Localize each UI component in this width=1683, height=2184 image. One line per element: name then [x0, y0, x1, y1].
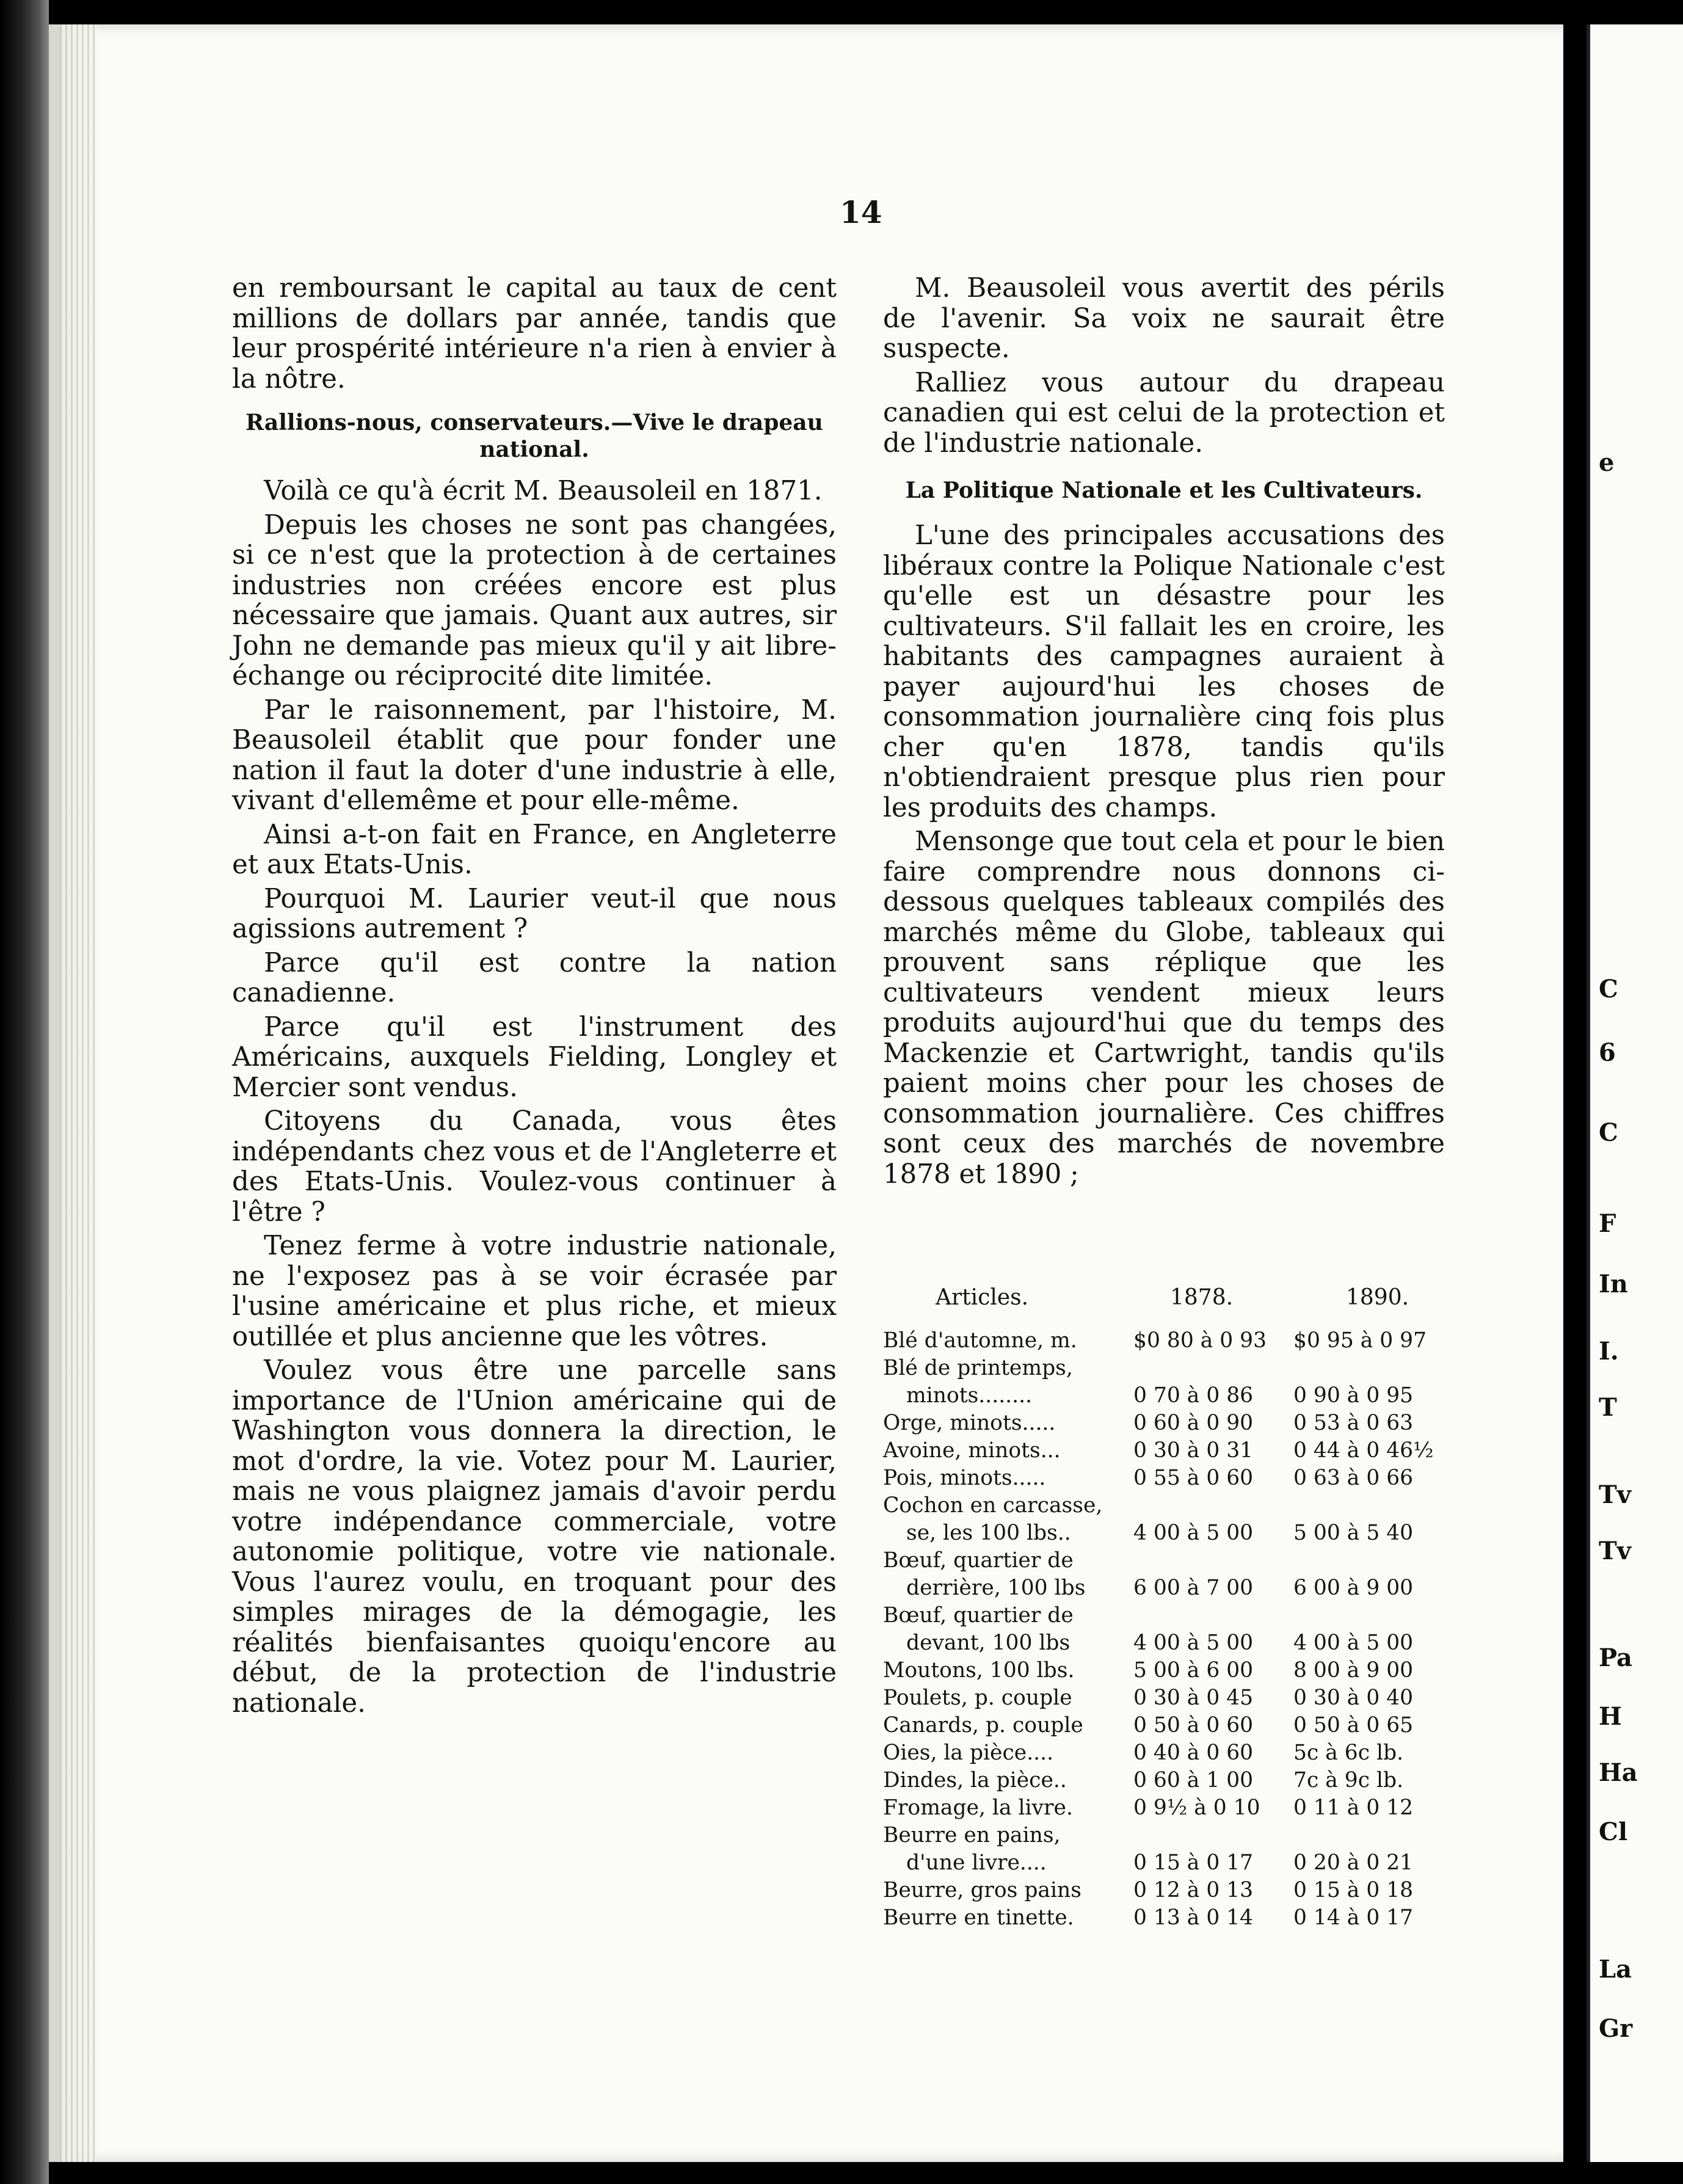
price-item-label: Beurre en pains,	[883, 1823, 1061, 1847]
price-item-label: Canards, p. couple	[883, 1713, 1083, 1738]
price-1890: 6 00 à 9 00	[1293, 1576, 1414, 1600]
left-paragraph: Par le raisonnement, par l'histoire, M. Beausoleil établit que pour fonder une nation il faut la doter d'une industrie à elle, vivant d'ellemême et pour elle-même.	[232, 694, 837, 816]
facing-page-fragment: T	[1599, 1393, 1617, 1422]
price-item-label: Poulets, p. couple	[883, 1686, 1072, 1710]
left-paragraph: Parce qu'il est l'instrument des Américains, auxquels Fielding, Longley et Mercier sont vendus.	[232, 1011, 837, 1103]
facing-page-fragment: Tv	[1599, 1480, 1632, 1509]
facing-page-fragment: F	[1599, 1209, 1616, 1239]
price-1890: 4 00 à 5 00	[1293, 1631, 1414, 1655]
price-1890: 7c à 9c lb.	[1293, 1768, 1404, 1793]
price-1878: 0 12 à 0 13	[1133, 1878, 1254, 1902]
price-item-label: Moutons, 100 lbs.	[883, 1658, 1075, 1683]
price-1890: 0 11 à 0 12	[1293, 1796, 1414, 1820]
scan-background-edge	[0, 0, 49, 2184]
price-table-header	[883, 1284, 1445, 1327]
price-row	[883, 1657, 1445, 1684]
price-1878	[1133, 1602, 1293, 1629]
price-1878	[1133, 1492, 1293, 1520]
price-item-label: Oies, la pièce....	[883, 1741, 1054, 1765]
price-item-label: Fromage, la livre.	[883, 1796, 1073, 1820]
price-1890: 0 63 à 0 66	[1293, 1466, 1414, 1490]
price-1878: 6 00 à 7 00	[1133, 1576, 1254, 1600]
right-paragraph: L'une des principales accusations des libéraux contre la Polique Nationale c'est qu'elle est un désastre pour les cultivateurs. S'il fallait les en croire, les habitants des campagnes auraient à payer aujourd'hui les choses de consommation journalière cinq fois plus cher qu'en 1878, tandis qu'ils n'obtiendraient presque plus rien pour les produits des champs.	[883, 520, 1445, 823]
price-1878: 5 00 à 6 00	[1133, 1658, 1254, 1683]
price-item-label: devant, 100 lbs	[906, 1631, 1071, 1655]
price-1878	[1133, 1547, 1293, 1574]
price-1878: 4 00 à 5 00	[1133, 1521, 1254, 1545]
price-1878: $0 80 à 0 93	[1133, 1328, 1267, 1353]
header-1878: 1878.	[1170, 1285, 1234, 1310]
left-column	[232, 274, 837, 1719]
left-paragraph: Depuis les choses ne sont pas changées, si ce n'est que la protection à de certaines industries non créées encore est plus nécessaire que jamais. Quant aux autres, sir John ne demande pas mieux qu'il y ait libre-échange ou réciprocité dite limitée.	[232, 509, 837, 691]
price-item-label: se, les 100 lbs..	[906, 1521, 1071, 1545]
price-1890: 5 00 à 5 40	[1293, 1521, 1414, 1545]
price-1890: 0 44 à 0 46½	[1293, 1438, 1434, 1463]
facing-page-fragment: In	[1599, 1270, 1628, 1298]
price-1878: 0 13 à 0 14	[1133, 1906, 1254, 1930]
price-row	[883, 1739, 1445, 1767]
price-1878: 0 30 à 0 45	[1133, 1686, 1254, 1710]
price-1878: 0 55 à 0 60	[1133, 1466, 1254, 1490]
price-1878: 0 60 à 0 90	[1133, 1411, 1254, 1435]
page-number: 14	[840, 194, 882, 230]
price-row	[883, 1492, 1445, 1520]
price-row	[883, 1465, 1445, 1492]
price-row	[883, 1767, 1445, 1794]
facing-page-fragment: 6	[1599, 1038, 1616, 1067]
left-section-heading: Rallions-nous, conservateurs.—Vive le drapeau national.	[245, 410, 823, 462]
facing-page-fragment: Tv	[1599, 1537, 1632, 1565]
price-row	[883, 1712, 1445, 1739]
price-1878: 0 60 à 1 00	[1133, 1768, 1254, 1793]
left-paragraph-continued: en remboursant le capital au taux de cent millions de dollars par année, tandis que leur prospérité intérieure n'a rien à envier à la nôtre.	[232, 273, 837, 395]
left-paragraph: Parce qu'il est contre la nation canadienne.	[232, 947, 837, 1008]
price-row	[883, 1877, 1445, 1904]
price-row	[883, 1355, 1445, 1382]
right-column	[883, 274, 1445, 1190]
price-row	[883, 1574, 1445, 1602]
facing-page-fragment: C	[1599, 975, 1618, 1003]
right-paragraph: Mensonge que tout cela et pour le bien faire comprendre nous donnons ci-dessous quelques tableaux compilés des marchés même du Globe, tableaux qui prouvent sans réplique que les cultivateurs vendent mieux leurs produits aujourd'hui que du temps des Mackenzie et Cartwright, tandis qu'ils paient moins cher pour les choses de consommation journalière. Ces chiffres sont ceux des marchés de novembre 1878 et 1890 ;	[883, 826, 1445, 1190]
facing-page-fragment: Ha	[1599, 1758, 1638, 1788]
facing-page-fragment: H	[1599, 1702, 1622, 1731]
price-item-label: Beurre, gros pains	[883, 1878, 1081, 1902]
facing-page-fragment: C	[1599, 1118, 1618, 1147]
facing-page-fragment: Pa	[1599, 1643, 1632, 1672]
price-row	[883, 1684, 1445, 1712]
price-1878: 4 00 à 5 00	[1133, 1631, 1254, 1655]
header-1890: 1890.	[1346, 1285, 1409, 1310]
price-item-label: Blé d'automne, m.	[883, 1328, 1077, 1353]
header-articles: Articles.	[936, 1285, 1029, 1310]
price-item-label: Pois, minots.....	[883, 1466, 1046, 1490]
left-paragraph: Ainsi a-t-on fait en France, en Angleterre et aux Etats-Unis.	[232, 819, 837, 880]
price-row	[883, 1520, 1445, 1547]
facing-page-sliver	[1587, 24, 1683, 2162]
price-1890	[1293, 1355, 1445, 1382]
price-1890: 0 14 à 0 17	[1293, 1906, 1414, 1930]
left-paragraph: Voilà ce qu'à écrit M. Beausoleil en 1871.	[264, 476, 823, 506]
price-item-label: Bœuf, quartier de	[883, 1548, 1074, 1573]
price-1890: 0 50 à 0 65	[1293, 1713, 1414, 1738]
price-1890: 0 90 à 0 95	[1293, 1383, 1414, 1408]
price-item-label: minots........	[906, 1383, 1033, 1408]
price-1890: 0 53 à 0 63	[1293, 1411, 1414, 1435]
price-row	[883, 1822, 1445, 1849]
price-1878: 0 30 à 0 31	[1133, 1438, 1254, 1463]
facing-page-fragment: Cl	[1599, 1818, 1628, 1846]
price-item-label: Beurre en tinette.	[883, 1906, 1074, 1930]
facing-page-fragment: Gr	[1599, 2014, 1633, 2043]
price-row	[883, 1794, 1445, 1822]
left-paragraph: Citoyens du Canada, vous êtes indépendants chez vous et de l'Angleterre et des Etats-Unis. Voulez-vous continuer à l'être ?	[232, 1106, 837, 1228]
left-paragraph: Pourquoi M. Laurier veut-il que nous agissions autrement ?	[232, 883, 837, 944]
left-paragraph: Voulez vous être une parcelle sans importance de l'Union américaine qui de Washington vous donnera la direction, le mot d'ordre, la vie. Votez pour M. Laurier, mais ne vous plaignez jamais d'avoir perdu votre indépendance commerciale, votre autonomie politique, votre vie nationale. Vous l'aurez voulu, en troquant pour des simples mirages de la démogagie, les réalités bienfaisantes quoiqu'encore au début, de la protection de l'industrie nationale.	[232, 1355, 837, 1719]
price-1890: 5c à 6c lb.	[1293, 1741, 1404, 1765]
price-1890: 0 20 à 0 21	[1293, 1851, 1414, 1875]
price-1890: 0 15 à 0 18	[1293, 1878, 1414, 1902]
price-1890: $0 95 à 0 97	[1293, 1328, 1427, 1353]
price-item-label: d'une livre....	[906, 1851, 1047, 1875]
price-table-body	[883, 1327, 1445, 1932]
price-1890	[1293, 1602, 1445, 1629]
facing-page-fragment: I.	[1599, 1337, 1619, 1366]
price-row	[883, 1327, 1445, 1355]
price-row	[883, 1437, 1445, 1465]
price-row	[883, 1547, 1445, 1574]
price-1878	[1133, 1822, 1293, 1849]
price-1878: 0 9½ à 0 10	[1133, 1796, 1260, 1820]
price-item-label: Dindes, la pièce..	[883, 1768, 1067, 1793]
right-section-heading: La Politique Nationale et les Cultivateurs.	[905, 478, 1423, 503]
facing-page-fragment: La	[1599, 1955, 1632, 1984]
left-paragraph: Tenez ferme à votre industrie nationale, ne l'exposez pas à se voir écrasée par l'usine américaine et plus riche, et mieux outillée et plus ancienne que les vôtres.	[232, 1231, 837, 1352]
price-1890: 0 30 à 0 40	[1293, 1686, 1414, 1710]
price-1878: 0 15 à 0 17	[1133, 1851, 1254, 1875]
price-1878: 0 40 à 0 60	[1133, 1741, 1254, 1765]
price-row	[883, 1410, 1445, 1437]
price-row	[883, 1382, 1445, 1410]
price-row	[883, 1904, 1445, 1932]
price-1890: 8 00 à 9 00	[1293, 1658, 1414, 1683]
price-item-label: Cochon en carcasse,	[883, 1493, 1103, 1518]
right-paragraph: Ralliez vous autour du drapeau canadien qui est celui de la protection et de l'industrie nationale.	[883, 367, 1445, 459]
price-item-label: Avoine, minots...	[883, 1438, 1061, 1463]
price-row	[883, 1602, 1445, 1629]
price-item-label: derrière, 100 lbs	[906, 1576, 1086, 1600]
price-row	[883, 1849, 1445, 1877]
price-table	[883, 1284, 1445, 1932]
price-1878: 0 70 à 0 86	[1133, 1383, 1254, 1408]
facing-page-fragment: e	[1599, 448, 1615, 477]
price-1890	[1293, 1492, 1445, 1520]
price-1890	[1293, 1822, 1445, 1849]
page-gutter-stack	[60, 24, 96, 2162]
right-paragraph: M. Beausoleil vous avertit des périls de l'avenir. Sa voix ne saurait être suspecte.	[883, 273, 1445, 364]
price-item-label: Orge, minots.....	[883, 1411, 1056, 1435]
price-row	[883, 1629, 1445, 1657]
price-1890	[1293, 1547, 1445, 1574]
price-1878	[1133, 1355, 1293, 1382]
price-item-label: Blé de printemps,	[883, 1356, 1073, 1380]
price-1878: 0 50 à 0 60	[1133, 1713, 1254, 1738]
price-item-label: Bœuf, quartier de	[883, 1603, 1074, 1628]
